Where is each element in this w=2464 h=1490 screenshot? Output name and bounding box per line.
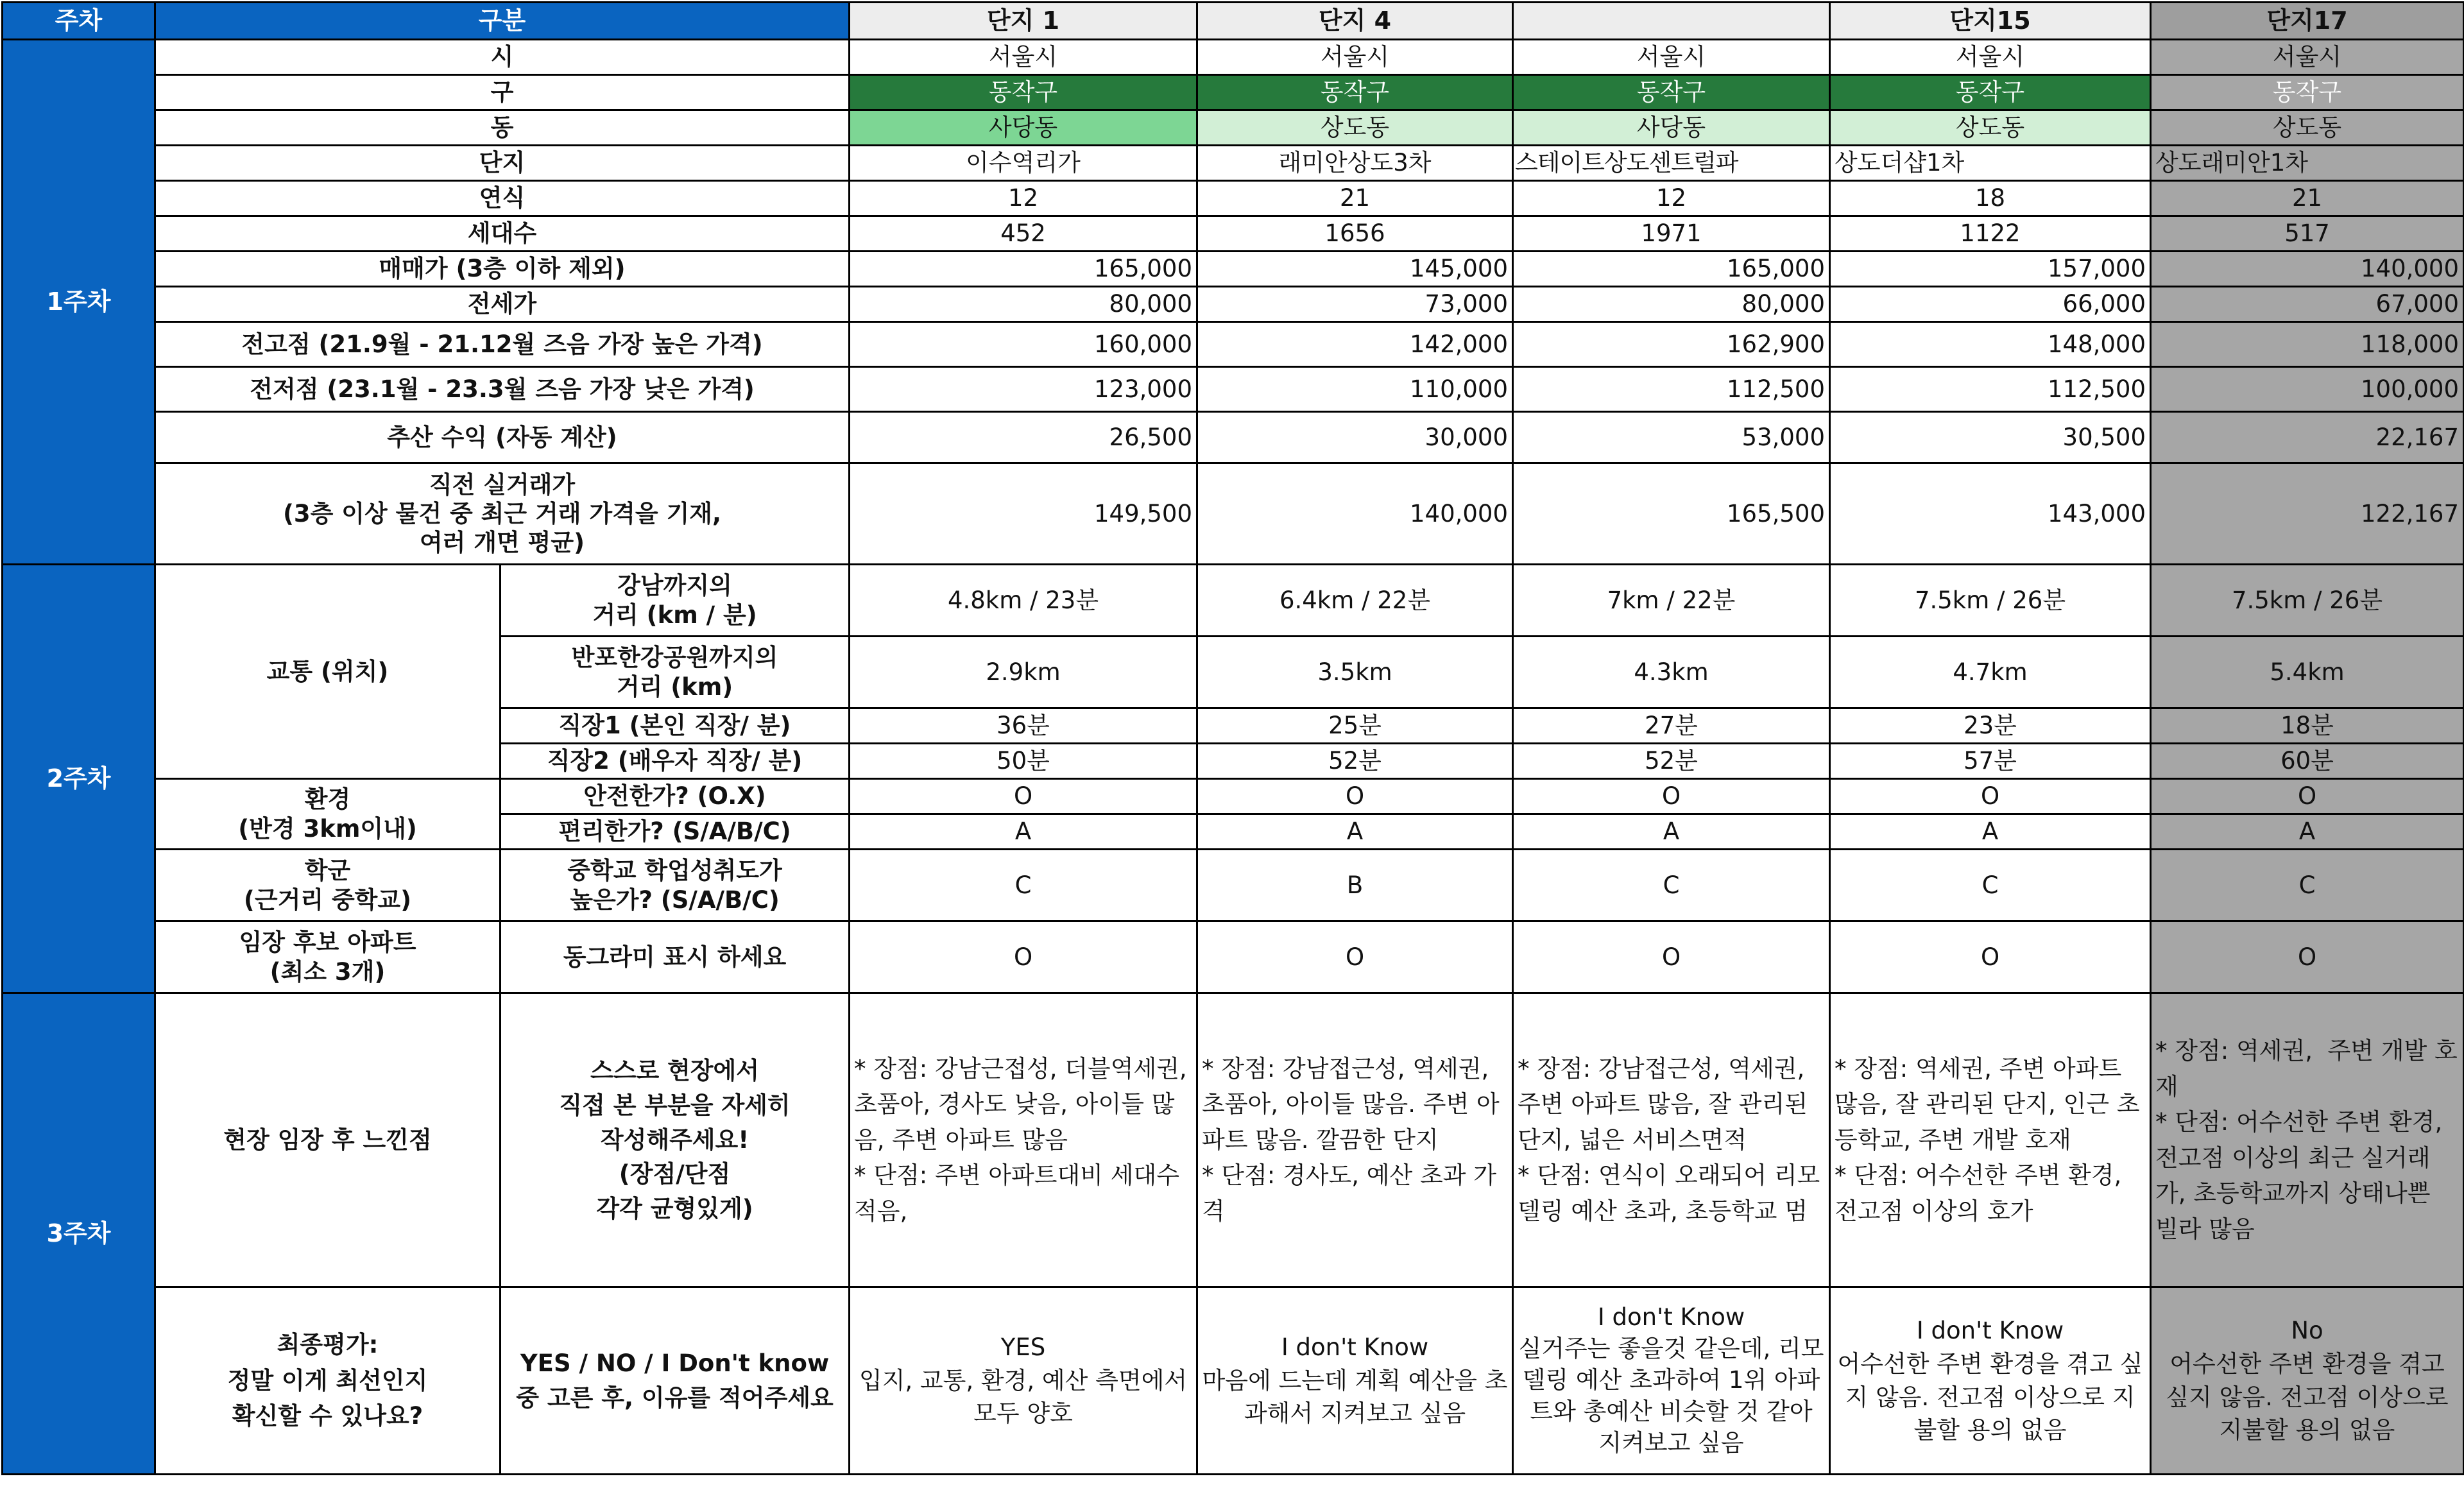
- final-evaluation-label-line: 정말 이게 최선인지: [227, 1366, 428, 1394]
- recent-trade-row: [3, 463, 2464, 565]
- final-evaluation-cell: [850, 1287, 1197, 1475]
- recent-trade-label-line: 여러 개면 평균): [419, 529, 585, 557]
- safe-value: O: [850, 779, 1197, 814]
- final-evaluation-cell: [1197, 1287, 1513, 1475]
- candidate-value: O: [1513, 921, 1830, 993]
- impression-label: 현장 임장 후 느낀점: [155, 993, 501, 1287]
- candidate-value: O: [850, 921, 1197, 993]
- sale-price-value: 165,000: [850, 252, 1197, 287]
- work1-value: 36분: [850, 708, 1197, 744]
- impression-instruction-line: 각각 균형있게): [596, 1194, 753, 1222]
- gu-row: [3, 75, 2464, 110]
- week-1-label: 1주차: [3, 40, 155, 565]
- school-value: C: [1513, 850, 1830, 921]
- jeonse-value: 80,000: [850, 287, 1197, 322]
- city-value: 서울시: [2151, 40, 2464, 75]
- final-evaluation-row: [3, 1287, 2464, 1475]
- candidate-value: O: [1830, 921, 2151, 993]
- households-value: 1122: [1830, 216, 2151, 252]
- hangang-distance-value: 2.9km: [850, 637, 1197, 708]
- final-evaluation-options: YES / NO / I Don't know: [520, 1349, 830, 1377]
- week-3-label: 3주차: [3, 993, 155, 1475]
- estimated-profit-value: 53,000: [1513, 412, 1830, 463]
- households-value: 452: [850, 216, 1197, 252]
- estimated-profit-label: 추산 수익 (자동 계산): [155, 412, 850, 463]
- safe-row: [3, 779, 2464, 814]
- school-value: C: [1830, 850, 2151, 921]
- jeonse-row: [3, 287, 2464, 322]
- environment-label-line: (반경 3km이내): [238, 814, 417, 843]
- estimated-profit-value: 22,167: [2151, 412, 2464, 463]
- complex-header-2: 단지 4: [1197, 3, 1513, 40]
- final-reason: 실거주는 좋을것 같은데, 리모델링 예산 초과하여 1위 아파트와 총예산 비슷할 것 같아 지켜보고 싶음: [1518, 1335, 1824, 1457]
- convenient-value: A: [1197, 814, 1513, 850]
- work1-value: 27분: [1513, 708, 1830, 744]
- final-evaluation-label-line: 확신할 수 있나요?: [232, 1402, 424, 1430]
- week-header: 주차: [3, 3, 155, 40]
- impression-instruction-line: 스스로 현장에서: [590, 1057, 760, 1085]
- gangnam-distance-label: [501, 565, 850, 637]
- school-district-label-line: 학군: [304, 857, 351, 885]
- final-evaluation-cell: [1830, 1287, 2151, 1475]
- transport-label: 교통 (위치): [155, 565, 501, 779]
- final-verdict: I don't Know: [1916, 1316, 2064, 1344]
- candidate-value: O: [1197, 921, 1513, 993]
- school-district-label: [155, 850, 501, 921]
- year-value: 12: [850, 181, 1197, 216]
- complex-header-3: [1513, 3, 1830, 40]
- gangnam-distance-value: 4.8km / 23분: [850, 565, 1197, 637]
- sale-price-label: 매매가 (3층 이하 제외): [155, 252, 850, 287]
- safe-value: O: [1197, 779, 1513, 814]
- final-evaluation-cell: [2151, 1287, 2464, 1475]
- city-row: [3, 40, 2464, 75]
- dong-value: 상도동: [1197, 110, 1513, 146]
- school-achievement-label-line: 중학교 학업성취도가: [567, 857, 782, 885]
- work2-value: 57분: [1830, 744, 2151, 779]
- households-label: 세대수: [155, 216, 850, 252]
- sale-price-value: 157,000: [1830, 252, 2151, 287]
- households-value: 517: [2151, 216, 2464, 252]
- households-value: 1971: [1513, 216, 1830, 252]
- school-achievement-label-line: 높은가? (S/A/B/C): [570, 886, 780, 914]
- households-row: [3, 216, 2464, 252]
- gangnam-distance-value: 7km / 22분: [1513, 565, 1830, 637]
- impression-instruction-line: (장점/단점: [619, 1160, 731, 1188]
- impression-instruction-line: 직접 본 부분을 자세히: [559, 1092, 791, 1120]
- final-reason: 어수선한 주변 환경을 겪고 싶지 않음. 전고점 이상으로 지불할 용의 없음: [1837, 1349, 2143, 1444]
- gu-label: 구: [155, 75, 850, 110]
- final-evaluation-cell: [1513, 1287, 1830, 1475]
- sale-price-row: [3, 252, 2464, 287]
- final-evaluation-instruction-text: 중 고른 후, 이유를 적어주세요: [516, 1383, 834, 1412]
- convenient-value: A: [850, 814, 1197, 850]
- city-label: 시: [155, 40, 850, 75]
- dong-row: [3, 110, 2464, 146]
- week-2-label: 2주차: [3, 565, 155, 993]
- complex-header-1: 단지 1: [850, 3, 1197, 40]
- high-point-row: [3, 322, 2464, 367]
- low-point-value: 100,000: [2151, 367, 2464, 412]
- low-point-value: 123,000: [850, 367, 1197, 412]
- gu-value: 동작구: [1197, 75, 1513, 110]
- gangnam-distance-value: 7.5km / 26분: [2151, 565, 2464, 637]
- hangang-distance-label: [501, 637, 850, 708]
- school-achievement-label: [501, 850, 850, 921]
- impression-note: * 장점: 강남근접성, 더블역세권, 초품아, 경사도 낮음, 아이들 많음, 주변 아파트 많음 * 단점: 주변 아파트대비 세대수 적음,: [850, 993, 1197, 1287]
- complex-value: 래미안상도3차: [1197, 146, 1513, 181]
- recent-trade-value: 122,167: [2151, 463, 2464, 565]
- impression-note: * 장점: 강남접근성, 역세권, 주변 아파트 많음, 잘 관리된 단지, 넓은 서비스면적 * 단점: 연식이 오래되어 리모델링 예산 초과, 초등학교 멈: [1513, 993, 1830, 1287]
- work1-value: 25분: [1197, 708, 1513, 744]
- hangang-distance-value: 4.3km: [1513, 637, 1830, 708]
- dong-value: 사당동: [1513, 110, 1830, 146]
- city-value: 서울시: [1513, 40, 1830, 75]
- complex-value: 스테이트상도센트럴파: [1513, 146, 1830, 181]
- complex-value: 상도래미안1차: [2151, 146, 2464, 181]
- final-reason: 어수선한 주변 환경을 겪고 싶지 않음. 전고점 이상으로 지불할 용의 없음: [2166, 1349, 2449, 1444]
- convenient-value: A: [1830, 814, 2151, 850]
- year-value: 21: [1197, 181, 1513, 216]
- work1-value: 18분: [2151, 708, 2464, 744]
- gu-value: 동작구: [1513, 75, 1830, 110]
- final-evaluation-instruction: [501, 1287, 850, 1475]
- low-point-row: [3, 367, 2464, 412]
- gangnam-distance-value: 6.4km / 22분: [1197, 565, 1513, 637]
- school-value: C: [850, 850, 1197, 921]
- recent-trade-label: [155, 463, 850, 565]
- work2-value: 52분: [1197, 744, 1513, 779]
- jeonse-value: 80,000: [1513, 287, 1830, 322]
- convenient-label: 편리한가? (S/A/B/C): [501, 814, 850, 850]
- high-point-value: 148,000: [1830, 322, 2151, 367]
- final-verdict: No: [2291, 1316, 2323, 1344]
- work1-label: 직장1 (본인 직장/ 분): [501, 708, 850, 744]
- impression-instruction: [501, 993, 850, 1287]
- sale-price-value: 165,000: [1513, 252, 1830, 287]
- jeonse-value: 73,000: [1197, 287, 1513, 322]
- estimated-profit-row: [3, 412, 2464, 463]
- safe-label: 안전한가? (O.X): [501, 779, 850, 814]
- year-value: 12: [1513, 181, 1830, 216]
- gu-value: 동작구: [850, 75, 1197, 110]
- year-value: 21: [2151, 181, 2464, 216]
- high-point-label: 전고점 (21.9월 - 21.12월 즈음 가장 높은 가격): [155, 322, 850, 367]
- environment-label: [155, 779, 501, 850]
- estimated-profit-value: 26,500: [850, 412, 1197, 463]
- school-district-label-line: (근거리 중학교): [243, 886, 412, 914]
- impression-note: * 장점: 역세권, 주변 아파트 많음, 잘 관리된 단지, 인근 초등학교, 주변 개발 호재 * 단점: 어수선한 주변 환경, 전고점 이상의 호가: [1830, 993, 2151, 1287]
- low-point-label: 전저점 (23.1월 - 23.3월 즈음 가장 낮은 가격): [155, 367, 850, 412]
- jeonse-value: 66,000: [1830, 287, 2151, 322]
- jeonse-label: 전세가: [155, 287, 850, 322]
- work1-value: 23분: [1830, 708, 2151, 744]
- low-point-value: 110,000: [1197, 367, 1513, 412]
- low-point-value: 112,500: [1513, 367, 1830, 412]
- city-value: 서울시: [1830, 40, 2151, 75]
- year-label: 연식: [155, 181, 850, 216]
- impression-note: * 장점: 강남접근성, 역세권, 초품아, 아이들 많음. 주변 아파트 많음. 깔끔한 단지 * 단점: 경사도, 예산 초과 가격: [1197, 993, 1513, 1287]
- final-evaluation-label-line: 최종평가:: [277, 1331, 379, 1359]
- apartment-comparison-table: [1, 1, 2464, 1475]
- header-row: [3, 3, 2464, 40]
- estimated-profit-value: 30,000: [1197, 412, 1513, 463]
- dong-value: 상도동: [2151, 110, 2464, 146]
- work2-label: 직장2 (배우자 직장/ 분): [501, 744, 850, 779]
- candidate-row: [3, 921, 2464, 993]
- complex-row: [3, 146, 2464, 181]
- school-value: C: [2151, 850, 2464, 921]
- gangnam-distance-value: 7.5km / 26분: [1830, 565, 2151, 637]
- safe-value: O: [1830, 779, 2151, 814]
- recent-trade-label-line: (3층 이상 물건 중 최근 거래 가격을 기재,: [283, 499, 722, 527]
- year-row: [3, 181, 2464, 216]
- hangang-distance-value: 5.4km: [2151, 637, 2464, 708]
- city-value: 서울시: [1197, 40, 1513, 75]
- hangang-distance-label-line: 거리 (km): [616, 672, 733, 701]
- school-row: [3, 850, 2464, 921]
- hangang-distance-label-line: 반포한강공원까지의: [571, 644, 778, 672]
- complex-label: 단지: [155, 146, 850, 181]
- recent-trade-value: 165,500: [1513, 463, 1830, 565]
- complex-header-5: 단지17: [2151, 3, 2464, 40]
- candidate-instruction: 동그라미 표시 하세요: [501, 921, 850, 993]
- year-value: 18: [1830, 181, 2151, 216]
- complex-value: 상도더샵1차: [1830, 146, 2151, 181]
- high-point-value: 162,900: [1513, 322, 1830, 367]
- final-verdict: I don't Know: [1597, 1303, 1745, 1332]
- recent-trade-value: 149,500: [850, 463, 1197, 565]
- final-reason: 마음에 드는데 계획 예산을 초과해서 지켜보고 싶음: [1202, 1366, 1508, 1428]
- high-point-value: 118,000: [2151, 322, 2464, 367]
- work2-value: 60분: [2151, 744, 2464, 779]
- gangnam-distance-row: [3, 565, 2464, 637]
- candidate-label-line: (최소 3개): [270, 957, 386, 986]
- convenient-value: A: [1513, 814, 1830, 850]
- gangnam-distance-label-line: 거리 (km / 분): [592, 601, 757, 629]
- sale-price-value: 145,000: [1197, 252, 1513, 287]
- recent-trade-value: 143,000: [1830, 463, 2151, 565]
- gu-value: 동작구: [2151, 75, 2464, 110]
- high-point-value: 142,000: [1197, 322, 1513, 367]
- category-header: 구분: [155, 3, 850, 40]
- environment-label-line: 환경: [304, 785, 351, 814]
- households-value: 1656: [1197, 216, 1513, 252]
- candidate-label: [155, 921, 501, 993]
- safe-value: O: [2151, 779, 2464, 814]
- gangnam-distance-label-line: 강남까지의: [617, 572, 732, 600]
- sale-price-value: 140,000: [2151, 252, 2464, 287]
- safe-value: O: [1513, 779, 1830, 814]
- dong-value: 사당동: [850, 110, 1197, 146]
- candidate-label-line: 임장 후보 아파트: [239, 929, 416, 957]
- hangang-distance-value: 4.7km: [1830, 637, 2151, 708]
- estimated-profit-value: 30,500: [1830, 412, 2151, 463]
- final-evaluation-label: [155, 1287, 501, 1475]
- impression-note: * 장점: 역세권, 주변 개발 호재 * 단점: 어수선한 주변 환경, 전고점 이상의 최근 실거래가, 초등학교까지 상태나쁜 빌라 많음: [2151, 993, 2464, 1287]
- final-reason: 입지, 교통, 환경, 예산 측면에서 모두 양호: [859, 1366, 1188, 1428]
- impression-instruction-line: 작성해주세요!: [600, 1126, 749, 1154]
- school-value: B: [1197, 850, 1513, 921]
- dong-label: 동: [155, 110, 850, 146]
- complex-header-4: 단지15: [1830, 3, 2151, 40]
- low-point-value: 112,500: [1830, 367, 2151, 412]
- impression-row: [3, 993, 2464, 1287]
- dong-value: 상도동: [1830, 110, 2151, 146]
- high-point-value: 160,000: [850, 322, 1197, 367]
- candidate-value: O: [2151, 921, 2464, 993]
- work2-value: 50분: [850, 744, 1197, 779]
- work2-value: 52분: [1513, 744, 1830, 779]
- jeonse-value: 67,000: [2151, 287, 2464, 322]
- gu-value: 동작구: [1830, 75, 2151, 110]
- final-verdict: I don't Know: [1281, 1333, 1429, 1361]
- final-verdict: YES: [1000, 1333, 1046, 1361]
- hangang-distance-value: 3.5km: [1197, 637, 1513, 708]
- convenient-value: A: [2151, 814, 2464, 850]
- recent-trade-value: 140,000: [1197, 463, 1513, 565]
- complex-value: 이수역리가: [850, 146, 1197, 181]
- city-value: 서울시: [850, 40, 1197, 75]
- recent-trade-label-line: 직전 실거래가: [429, 470, 576, 499]
